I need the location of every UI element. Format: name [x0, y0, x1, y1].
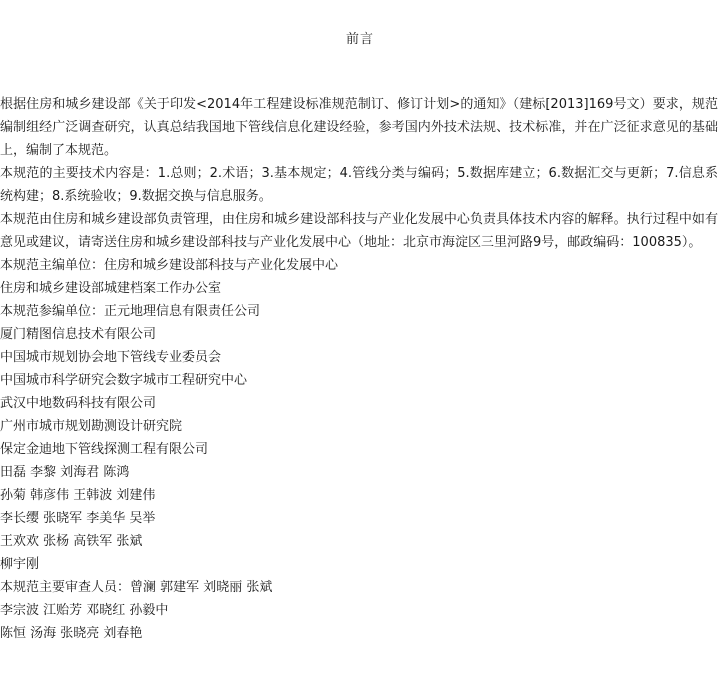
paragraph-basis: 根据住房和城乡建设部《关于印发<2014年工程建设标准规范制订、修订计划>的通知》（建标[2013]169号文）要求，规范编制组经广泛调查研究，认真总结我国地下管线信息化建设经验，参考国内外技术法规、技术标准，并在广泛征求意见的基础上，编制了本规范。 [0, 97, 718, 158]
reviewers-line-2: 李宗波 江贻芳 邓晓红 孙毅中 [0, 603, 169, 618]
drafter-names-4: 王欢欢 张杨 高铁军 张斌 [0, 534, 143, 549]
chief-editor-unit-2: 住房和城乡建设部城建档案工作办公室 [0, 281, 222, 296]
participating-unit-4: 中国城市科学研究会数字城市工程研究中心 [0, 373, 248, 388]
drafter-names-1: 田磊 李黎 刘海君 陈鸿 [0, 465, 130, 480]
drafter-names-2: 孙菊 韩彦伟 王韩波 刘建伟 [0, 488, 156, 503]
participating-unit-3: 中国城市规划协会地下管线专业委员会 [0, 350, 222, 365]
reviewers-line-3: 陈恒 汤海 张晓亮 刘春艳 [0, 626, 143, 641]
participating-unit-2: 厦门精图信息技术有限公司 [0, 327, 157, 342]
document-body [0, 93, 718, 645]
participating-unit-6: 广州市城市规划勘测设计研究院 [0, 419, 183, 434]
paragraph-management: 本规范由住房和城乡建设部负责管理，由住房和城乡建设部科技与产业化发展中心负责具体技术内容的解释。执行过程中如有意见或建议，请寄送住房和城乡建设部科技与产业化发展中心（地址：北京市海淀区三里河路9号，邮政编码：100835）。 [0, 212, 718, 250]
document-title: 前言 [345, 32, 374, 47]
participating-unit: 本规范参编单位：正元地理信息有限责任公司 [0, 304, 261, 319]
drafter-names-3: 李长缨 张晓军 李美华 吴举 [0, 511, 156, 526]
drafter-names-5: 柳宇刚 [0, 557, 40, 572]
reviewers-line-1: 本规范主要审查人员：曾澜 郭建军 刘晓丽 张斌 [0, 580, 273, 595]
participating-unit-7: 保定金迪地下管线探测工程有限公司 [0, 442, 209, 457]
paragraph-main-content: 本规范的主要技术内容是：1.总则；2.术语；3.基本规定；4.管线分类与编码；5.数据库建立；6.数据汇交与更新；7.信息系统构建；8.系统验收；9.数据交换与信息服务。 [0, 166, 718, 204]
participating-unit-5: 武汉中地数码科技有限公司 [0, 396, 157, 411]
chief-editor-unit: 本规范主编单位：住房和城乡建设部科技与产业化发展中心 [0, 258, 339, 273]
